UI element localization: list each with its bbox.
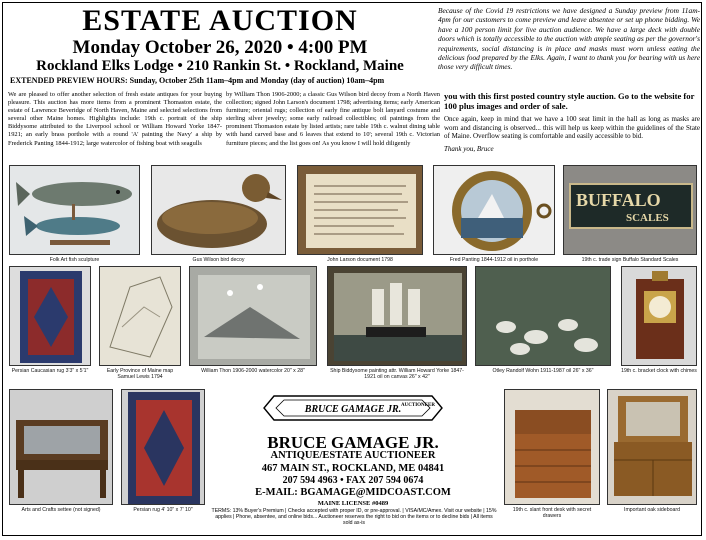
photo-porthole[interactable] bbox=[433, 165, 555, 255]
caption-wohn-oil: Otley Randolf Wohn 1911-1987 oil 26" x 36" bbox=[492, 368, 594, 374]
auction-terms: TERMS: 13% Buyer's Premium | Checks accepted with proper ID, or pre-approval. | VISA/MC/Amex. Visit our website | 15% applies | Phone, absentee, and online bids... Auctioneer reserves the right to bid on the items or to decline bids | All items sold as-is bbox=[211, 508, 497, 527]
svg-text:SCALES: SCALES bbox=[626, 212, 669, 224]
caption-document: John Larson document 1798 bbox=[327, 257, 393, 263]
caption-sideboard: Important oak sideboard bbox=[624, 507, 680, 513]
body-column-3 bbox=[444, 91, 700, 153]
caption-bracket-clock: 19th c. bracket clock with chimes bbox=[621, 368, 697, 374]
preview-hours: EXTENDED PREVIEW HOURS: Sunday, October 25th 11am–4pm and Monday (day of auction) 10am–4pm bbox=[10, 76, 385, 85]
photo-document[interactable] bbox=[297, 165, 423, 255]
photo-ship-painting[interactable] bbox=[327, 266, 467, 366]
seating-note: Once again, keep in mind that we have a 100 seat limit in the hall as long as masks are worn and distancing is observed... this will help us keep within the guidelines of the State of Maine. Overflow seating is comfortable and easily accessible to bid. bbox=[444, 115, 700, 141]
website-callout[interactable]: you with this first posted country style auction. Go to the website for 100 plus images and order of sale. bbox=[444, 91, 695, 111]
photo-bird-decoy[interactable] bbox=[151, 165, 286, 255]
photo-settee[interactable] bbox=[9, 389, 113, 505]
photo-caucasian-rug[interactable] bbox=[9, 266, 91, 366]
caption-porthole: Fred Panting 1844-1912 oil in porthole bbox=[449, 257, 539, 263]
auction-date: Monday October 26, 2020 • 4:00 PM bbox=[72, 37, 368, 58]
ad-title: ESTATE AUCTION bbox=[82, 4, 358, 37]
caption-ship-painting: Ship Biddysome painting attr. William Howard Yorke 1847-1921 oil on canvas 26" x 42" bbox=[330, 368, 464, 380]
caption-settee: Arts and Crafts settee (not signed) bbox=[21, 507, 101, 513]
logo-name-text: BRUCE GAMAGE JR. bbox=[304, 404, 402, 415]
auctioneer-role: ANTIQUE/ESTATE AUCTIONEER bbox=[270, 450, 436, 461]
caption-persian-rug: Persian rug 4' 10" x 7' 10" bbox=[133, 507, 193, 513]
photo-maine-map[interactable] bbox=[99, 266, 181, 366]
svg-text:BUFFALO: BUFFALO bbox=[576, 190, 661, 210]
photo-buffalo-sign[interactable] bbox=[563, 165, 697, 255]
body-column-2: by William Thon 1906-2000; a classic Gus Wilson bird decoy from a North Haven collection; signed John Larson's document 1798; advertising items; early American furniture; oriental rugs; collection of early fine antique bolt lanyard costume and sterling silver jewelry; some early railroad collectibles; oil paintings from the prominent Thomaston estate by listed artists; rare table 19th c. walnut dining table with hand carved base and 6 leaves that extend to 10'; several 19th c. Victorian furniture pieces; and the list goes on! As you know I will hold diligently bbox=[226, 91, 440, 147]
logo-side-text: AUCTIONEER bbox=[401, 403, 435, 408]
auctioneer-email[interactable]: E-MAIL: BGAMAGE@MIDCOAST.COM bbox=[255, 487, 451, 498]
caption-buffalo-sign: 19th c. trade sign Buffalo Standard Scales bbox=[581, 257, 679, 263]
photo-wohn-oil[interactable] bbox=[475, 266, 611, 366]
body-column-1: We are pleased to offer another selection of fresh estate antiques for your buying pleasure. This auction has more items from a prominent Thomaston estate, the estate of Lawrence Beveridge of North Haven, Maine and selected selections from several other Maine homes. Highlights include: 19th c. portrait of the ship Biddysome attributed to the Liverpool school or William Howard Yorke 1847-1921; an early brass porthole with a round 'A' painting the Navy' a ship by Frederick Panting 1844-1912; large watercolor of fishing boat with seagulls bbox=[8, 91, 222, 147]
photo-thon-watercolor[interactable] bbox=[189, 266, 317, 366]
photo-persian-rug[interactable] bbox=[121, 389, 205, 505]
caption-maine-map: Early Province of Maine map Samuel Lewis 1794 bbox=[106, 368, 174, 380]
auctioneer-address: 467 MAIN ST., ROCKLAND, ME 04841 bbox=[261, 463, 445, 474]
caption-caucasian-rug: Persian Caucasian rug 3'3" x 5'1" bbox=[11, 368, 89, 374]
auctioneer-license: MAINE LICENSE #0489 bbox=[317, 500, 389, 507]
auctioneer-logo bbox=[254, 390, 452, 426]
photo-sideboard[interactable] bbox=[607, 389, 697, 505]
photo-bracket-clock[interactable] bbox=[621, 266, 697, 366]
caption-thon-watercolor: William Thon 1906-2000 watercolor 20" x 28" bbox=[201, 368, 305, 374]
covid-notice: Because of the Covid 19 restrictions we have designed a Sunday preview from 11am-4pm for our customers to come preview and leave absentee or set up phone bidding. We have a 100 person limit for live auction audience. We have a large deck with double doors which is totally accessible to the auction with ample seating as per the governor's requirements, social distancing is in place and masks must worn unless eating the delicious food prepared by the Elks. Again, I want to thank you for bearing with us here those very difficult times. bbox=[438, 6, 700, 72]
caption-slant-desk: 19th c. slant front desk with secret drawers bbox=[512, 507, 592, 519]
photo-slant-desk[interactable] bbox=[504, 389, 600, 505]
photo-fish-sculpture[interactable] bbox=[9, 165, 140, 255]
caption-bird-decoy: Gus Wilson bird decoy bbox=[192, 257, 245, 263]
auction-venue: Rockland Elks Lodge • 210 Rankin St. • Rockland, Maine bbox=[36, 58, 404, 74]
signature: Thank you, Bruce bbox=[444, 144, 494, 153]
auctioneer-phone: 207 594 4963 • FAX 207 594 0674 bbox=[282, 475, 424, 486]
caption-fish-sculpture: Folk Art fish sculpture bbox=[49, 257, 100, 263]
auctioneer-name: BRUCE GAMAGE JR. bbox=[267, 433, 439, 452]
